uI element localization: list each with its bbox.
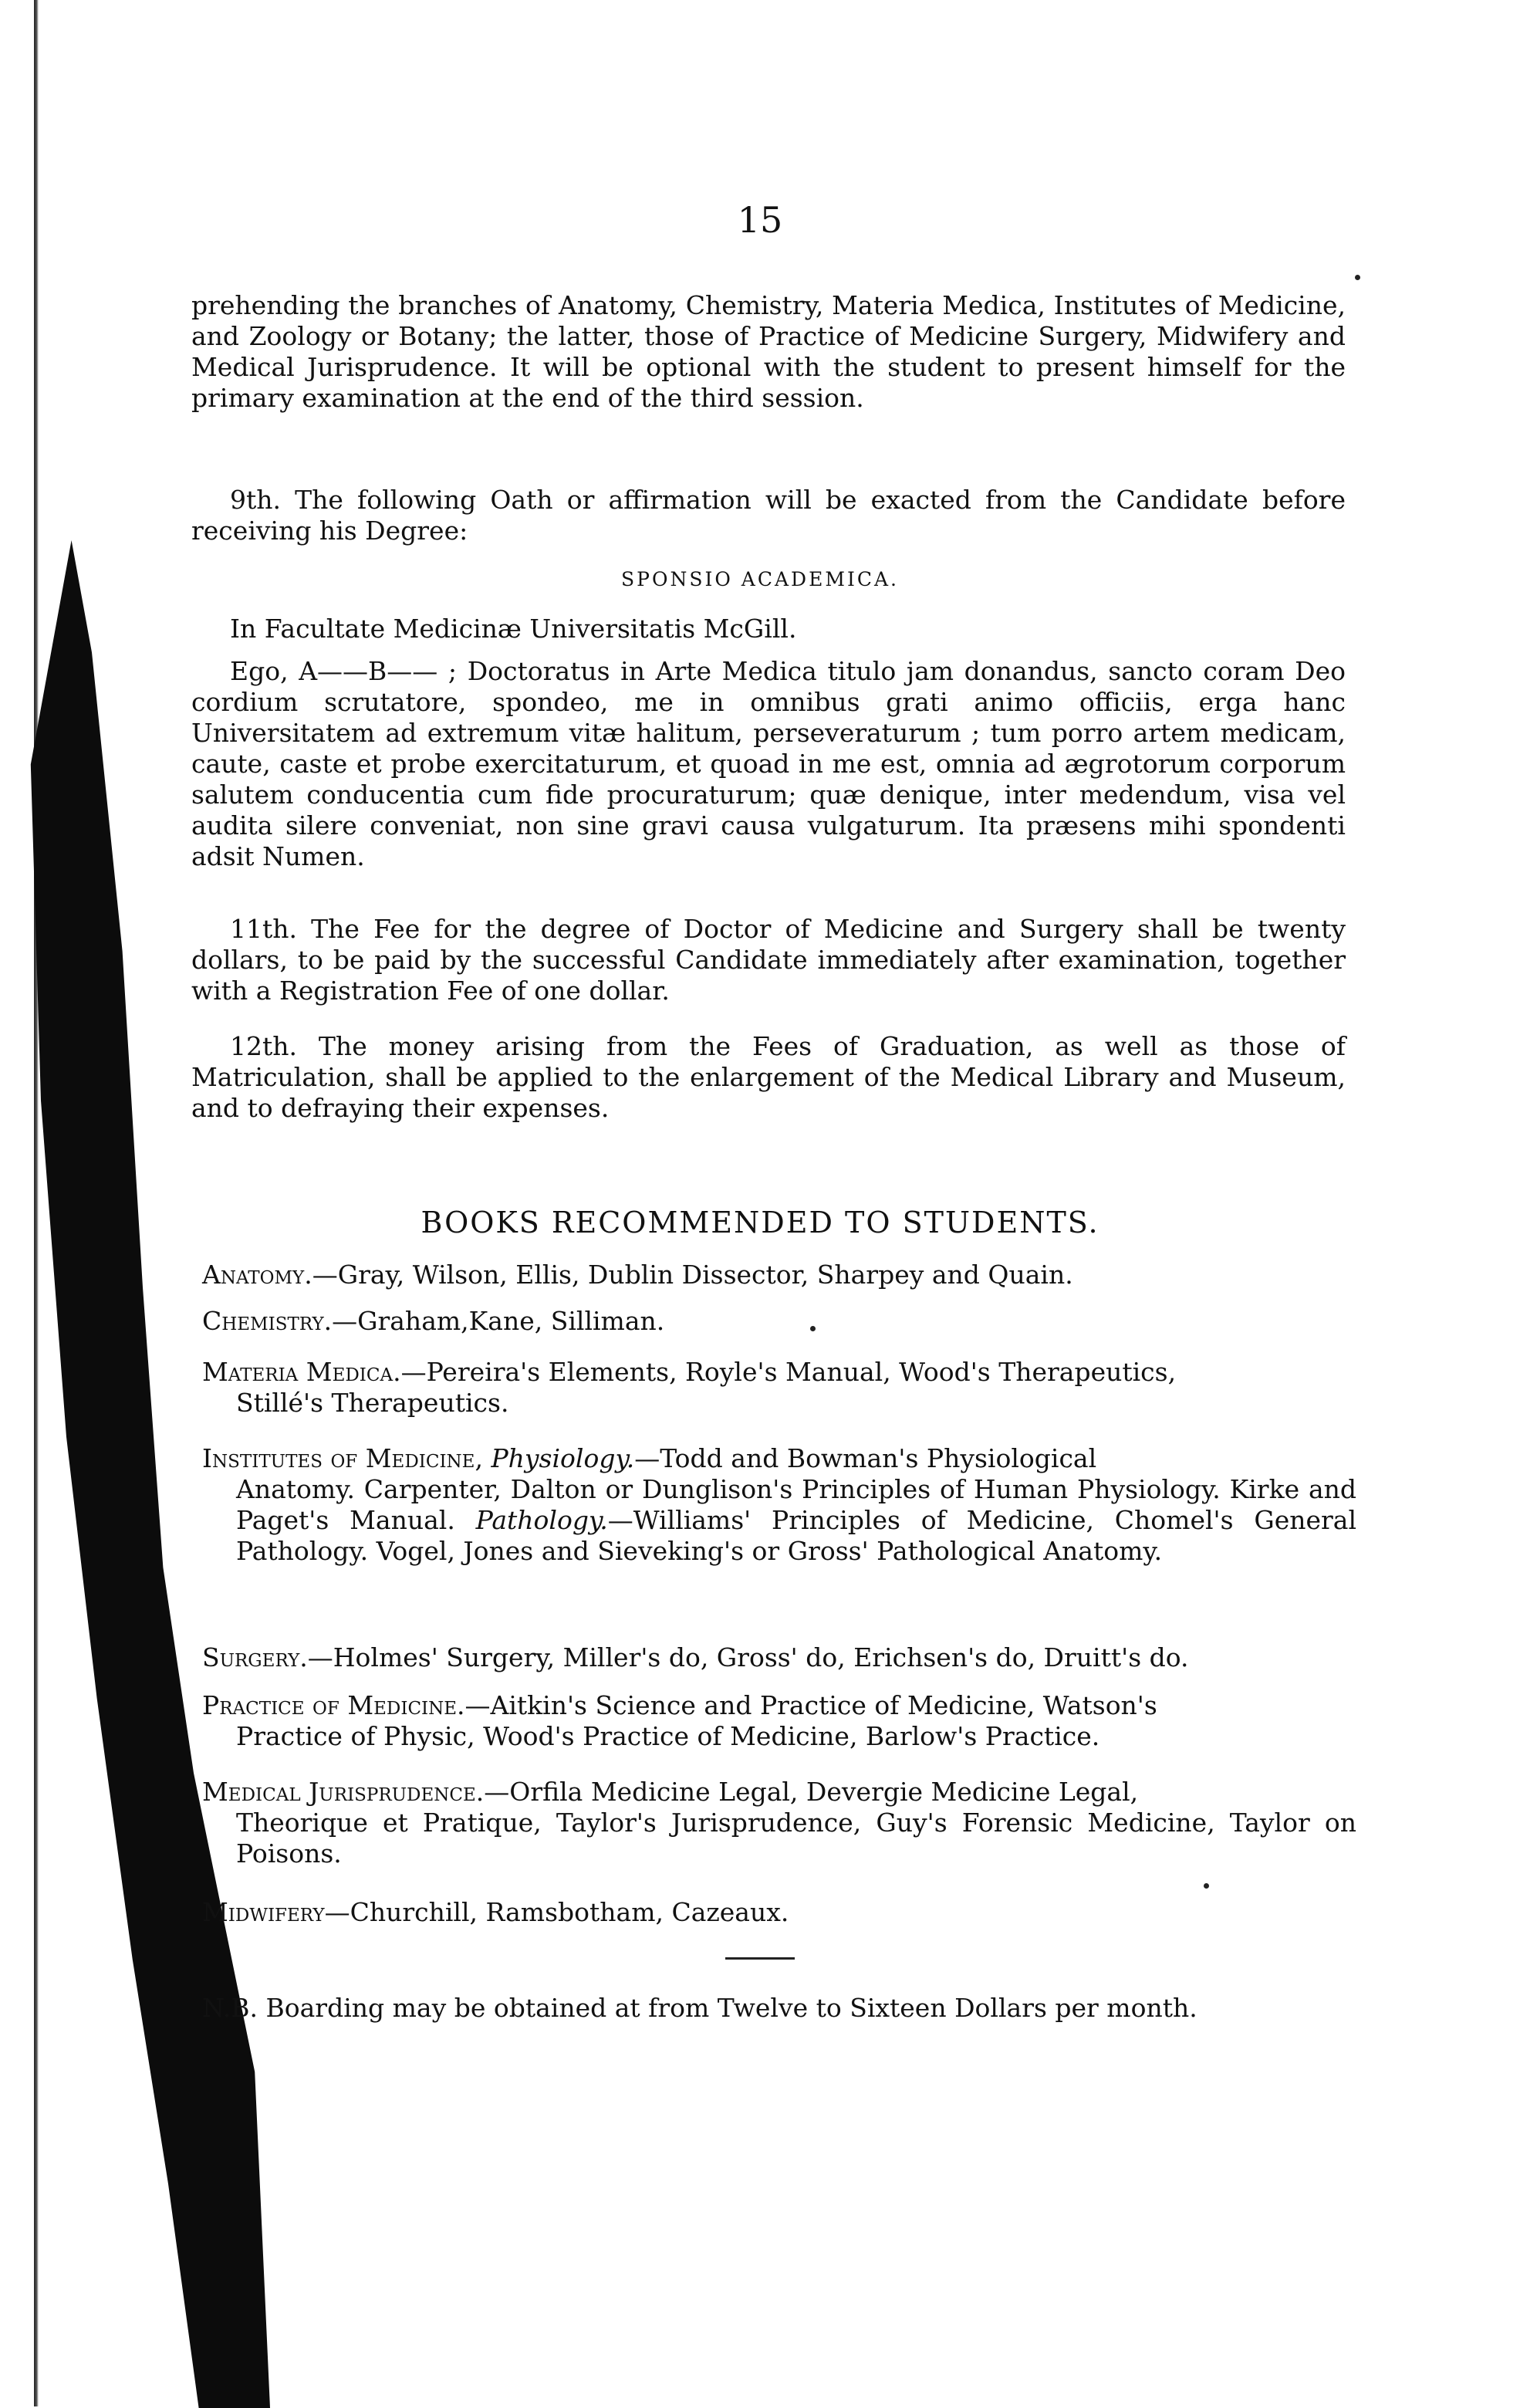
page-number: 15 — [737, 199, 783, 241]
section-divider-rule — [725, 1957, 795, 1960]
oath-text: Ego, A——B—— ; Doctoratus in Arte Medica titulo jam donandus, sancto coram Deo cordium scrutatore, spondeo, me in omnibus grati animo officiis, erga hanc Universitatem ad extremum vitæ halitum, perseveraturum ; tum porro artem medicam, caute, caste et probe exercitaturum, et quoad in me est, omnia ad ægrotorum corporum salutem conducentia cum fide procuraturum; quæ denique, inter medendum, visa vel audita silere conveniat, non sine gravi causa vulgaturum. Ita præsens mihi spondenti adsit Numen. — [191, 656, 1346, 871]
subject-label: Institutes of Medicine, — [202, 1443, 483, 1473]
subject-text: —Orfila Medicine Legal, Devergie Medicine Legal, — [484, 1777, 1139, 1807]
note-text: Boarding may be obtained at from Twelve to Sixteen Dollars per month. — [265, 1993, 1197, 2023]
sponsio-faculty-line: In Facultate Medicinæ Universitatis McGill. — [230, 614, 797, 644]
book-entry-practice — [202, 1690, 1356, 1752]
subject-label: Chemistry. — [202, 1306, 333, 1336]
scan-speck — [1204, 1883, 1209, 1889]
books-heading: BOOKS RECOMMENDED TO STUDENTS. — [421, 1206, 1099, 1240]
note-boarding — [202, 1993, 1356, 2024]
subject-sublabel-physiology: Physiology. — [491, 1443, 635, 1473]
subject-continuation: —Williams' Principles of Medicine, Chomel's General Pathology. Vogel, Jones and Sieveking's or Gross' Pathological Anatomy. — [236, 1505, 1357, 1566]
subject-label: Practice of Medicine. — [202, 1690, 465, 1720]
sponsio-title: SPONSIO ACADEMICA. — [621, 568, 899, 590]
paragraph-continuation: prehending the branches of Anatomy, Chemistry, Materia Medica, Institutes of Medicine, and Zoology or Botany; the latter, those of Practice of Medicine Surgery, Midwifery and Medical Jurisprudence. It will be optional with the student to present himself for the primary examination at the end of the third session. — [191, 290, 1346, 413]
subject-label: Surgery. — [202, 1642, 308, 1672]
subject-text: —Pereira's Elements, Royle's Manual, Wood's Therapeutics, — [400, 1357, 1177, 1387]
book-entry-chemistry — [202, 1306, 1356, 1337]
subject-label: Materia Medica. — [202, 1357, 401, 1387]
book-entry-midwifery — [202, 1897, 1356, 1928]
subject-text: —Churchill, Ramsbotham, Cazeaux. — [324, 1897, 789, 1927]
subject-text: —Gray, Wilson, Ellis, Dublin Dissector, Sharpey and Quain. — [312, 1260, 1073, 1290]
subject-label: Anatomy. — [202, 1260, 312, 1290]
subject-sublabel-pathology: Pathology. — [475, 1505, 608, 1535]
book-entry-surgery — [202, 1642, 1356, 1673]
subject-label: Medical Jurisprudence. — [202, 1777, 485, 1807]
scan-speck — [810, 1326, 816, 1331]
paragraph-9th: 9th. The following Oath or affirmation will be exacted from the Candidate before receiving his Degree: — [191, 485, 1346, 546]
subject-text: —Graham,Kane, Silliman. — [332, 1306, 665, 1336]
subject-continuation: Theorique et Pratique, Taylor's Jurisprudence, Guy's Forensic Medicine, Taylor on Poisons. — [236, 1808, 1356, 1869]
subject-label: Midwifery — [202, 1897, 325, 1927]
subject-text: —Holmes' Surgery, Miller's do, Gross' do, Erichsen's do, Druitt's do. — [307, 1642, 1189, 1672]
book-entry-jurisprudence — [202, 1777, 1356, 1869]
subject-continuation: Practice of Physic, Wood's Practice of Medicine, Barlow's Practice. — [236, 1721, 1100, 1751]
scan-edge-line — [34, 0, 39, 2406]
subject-text: —Todd and Bowman's Physiological — [634, 1443, 1097, 1473]
book-entry-materia-medica — [202, 1357, 1356, 1419]
note-label: N.B. — [202, 1993, 258, 2023]
subject-continuation: Stillé's Therapeutics. — [236, 1388, 509, 1418]
subject-text: —Aitkin's Science and Practice of Medicine, Watson's — [464, 1690, 1157, 1720]
paragraph-11th: 11th. The Fee for the degree of Doctor of Medicine and Surgery shall be twenty dollars, to be paid by the successful Candidate immediately after examination, together with a Registration Fee of one dollar. — [191, 914, 1346, 1006]
scan-speck — [1355, 275, 1360, 280]
book-entry-institutes — [202, 1443, 1356, 1567]
book-entry-anatomy — [202, 1260, 1356, 1290]
paragraph-12th: 12th. The money arising from the Fees of Graduation, as well as those of Matriculation, shall be applied to the enlargement of the Medical Library and Museum, and to defraying their expenses. — [191, 1031, 1346, 1123]
subject-continuation: Anatomy. Carpenter, Dalton or Dunglison's Principles of Human Physiology. Kirke and Paget's Manual. — [236, 1474, 1356, 1535]
